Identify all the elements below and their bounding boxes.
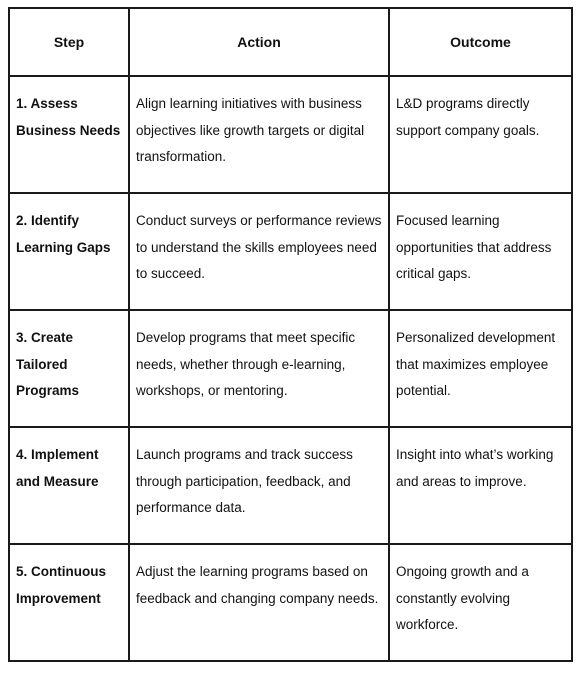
step-cell: 3. Create Tailored Programs: [9, 310, 129, 427]
outcome-cell: Insight into what’s working and areas to improve.: [389, 427, 572, 544]
table-row: [9, 544, 572, 661]
outcome-cell: Focused learning opportunities that address critical gaps.: [389, 193, 572, 310]
step-cell: 2. Identify Learning Gaps: [9, 193, 129, 310]
outcome-cell: Personalized development that maximizes employee potential.: [389, 310, 572, 427]
table-row: [9, 310, 572, 427]
outcome-cell: L&D programs directly support company goals.: [389, 76, 572, 193]
action-cell: Launch programs and track success through participation, feedback, and performance data.: [129, 427, 389, 544]
table-row: [9, 427, 572, 544]
action-cell: Align learning initiatives with business objectives like growth targets or digital transformation.: [129, 76, 389, 193]
header-action: Action: [129, 8, 389, 76]
step-cell: 5. Continuous Improvement: [9, 544, 129, 661]
outcome-cell: Ongoing growth and a constantly evolving workforce.: [389, 544, 572, 661]
header-outcome: Outcome: [389, 8, 572, 76]
steps-table-container: [8, 7, 573, 662]
step-cell: 1. Assess Business Needs: [9, 76, 129, 193]
table-header-row: [9, 8, 572, 76]
header-step: Step: [9, 8, 129, 76]
action-cell: Conduct surveys or performance reviews to understand the skills employees need to succeed.: [129, 193, 389, 310]
action-cell: Adjust the learning programs based on feedback and changing company needs.: [129, 544, 389, 661]
steps-table: [8, 7, 573, 662]
step-cell: 4. Implement and Measure: [9, 427, 129, 544]
table-row: [9, 76, 572, 193]
action-cell: Develop programs that meet specific needs, whether through e-learning, workshops, or mentoring.: [129, 310, 389, 427]
table-row: [9, 193, 572, 310]
